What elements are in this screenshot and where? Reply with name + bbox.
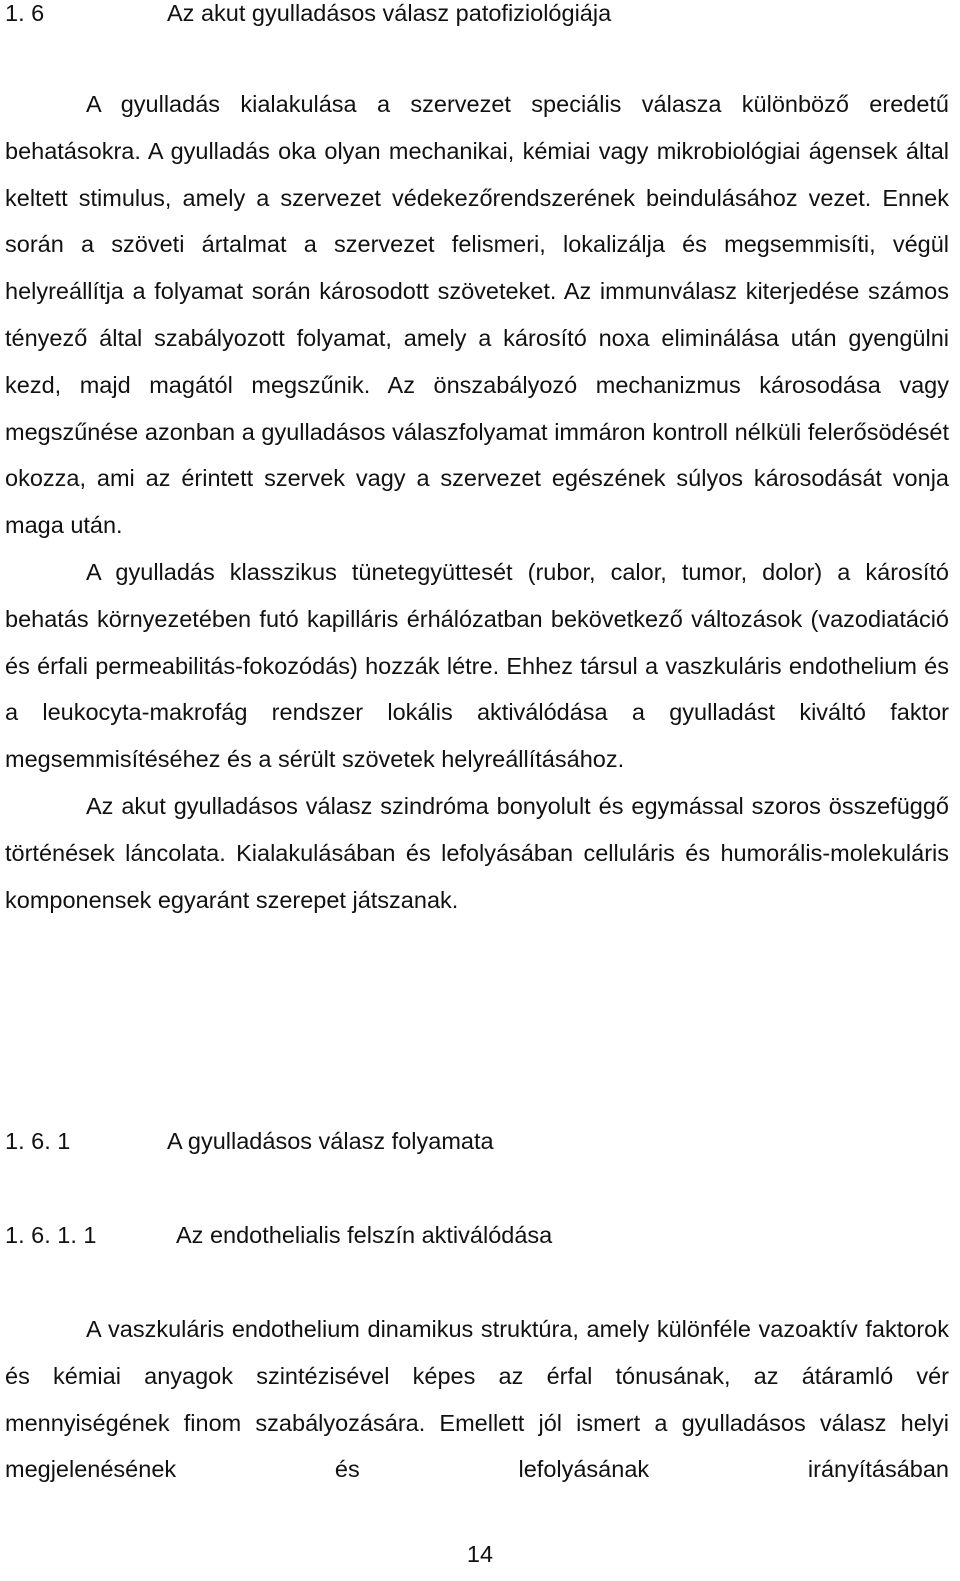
subsection-number: 1. 6. 1 xyxy=(5,1128,71,1154)
section-title: Az akut gyulladásos válasz patofiziológiája xyxy=(167,0,612,26)
subsection-heading xyxy=(5,1130,494,1154)
page-number: 14 xyxy=(466,1541,494,1567)
section-number: 1. 6 xyxy=(5,0,45,26)
subsubsection-heading xyxy=(5,1224,552,1248)
paragraph: A vaszkuláris endothelium dinamikus struktúra, amely különféle vazoaktív faktorok és kémiai anyagok szintézisével képes az érfal tónusának, az átáramló vér mennyiségének finom szabályozására. Emellett jól ismert a gyulladásos válasz helyi megjelenésének és lefolyásának irányításában xyxy=(5,1316,949,1483)
body-text-block xyxy=(5,81,949,923)
subsubsection-title: Az endothelialis felszín aktiválódása xyxy=(176,1222,553,1248)
paragraph: Az akut gyulladásos válasz szindróma bonyolult és egymással szoros összefüggő történések láncolata. Kialakulásában és lefolyásában celluláris és humorális-molekuláris komponensek egyaránt szerepet játszanak. xyxy=(5,792,949,913)
section-heading xyxy=(5,2,611,26)
paragraph: A gyulladás klasszikus tünetegyüttesét (rubor, calor, tumor, dolor) a károsító behatás környezetében futó kapilláris érhálózatban bekövetkező változások (vazodiatáció és érfali permeabilitás-fokozódás) hozzák létre. Ehhez társul a vaszkuláris endothelium és a leukocyta-makrofág rendszer lokális aktiválódása a gyulladást kiváltó faktor megsemmisítéséhez és a sérült szövetek helyreállításához. xyxy=(5,558,949,773)
paragraph: A gyulladás kialakulása a szervezet speciális válasza különböző eredetű behatásokra. A gyulladás oka olyan mechanikai, kémiai vagy mikrobiológiai ágensek által keltett stimulus, amely a szervezet védekezőrendszerének beindulásához vezet. Ennek során a szöveti ártalmat a szervezet felismeri, lokalizálja és megsemmisíti, végül helyreállítja a folyamat során károsodott szöveteket. Az immunválasz kiterjedése számos tényező által szabályozott folyamat, amely a károsító noxa eliminálása után gyengülni kezd, majd magától megszűnik. Az önszabályozó mechanizmus károsodása vagy megszűnése azonban a gyulladásos válaszfolyamat immáron kontroll nélküli felerősödését okozza, ami az érintett szervek vagy a szervezet egészének súlyos károsodását vonja maga után. xyxy=(5,91,949,539)
subsubsection-number: 1. 6. 1. 1 xyxy=(5,1222,97,1248)
body-text-block-continued xyxy=(5,1306,949,1493)
subsection-title: A gyulladásos válasz folyamata xyxy=(167,1128,494,1154)
